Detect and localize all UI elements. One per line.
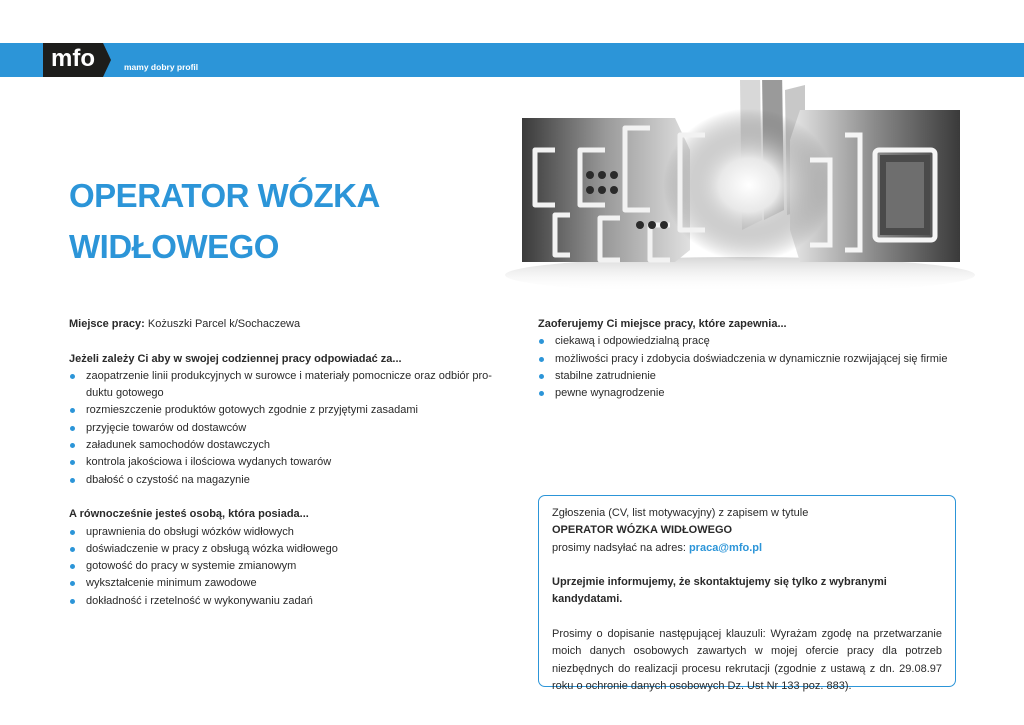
bullet-icon: [70, 530, 75, 535]
list-item: rozmieszczenie produktów gotowych zgodnie z przyjętymi zasadami: [69, 402, 499, 419]
position-title: OPERATOR WÓZKA WIDŁOWEGO: [552, 524, 733, 537]
bullet-icon: [70, 443, 75, 448]
list-item: zaopatrzenie linii produkcyjnych w surowce i materiały pomocnicze oraz odbiór pro-duktu gotowego: [69, 368, 499, 403]
page-title: [69, 170, 509, 272]
bullet-icon: [539, 374, 544, 379]
bullet-icon: [70, 374, 75, 379]
bullet-icon: [70, 581, 75, 586]
list-item: załadunek samochodów dostawczych: [69, 437, 499, 454]
list-item: doświadczenie w pracy z obsługą wózka widłowego: [69, 541, 499, 558]
requirements-list: [69, 524, 499, 610]
left-column: [69, 316, 499, 610]
bullet-icon: [539, 391, 544, 396]
logo-text: mfo: [51, 45, 95, 72]
list-item: uprawnienia do obsługi wózków widłowych: [69, 524, 499, 541]
aluminium-profiles-image: [500, 80, 990, 305]
email-line: prosimy nadsyłać na adres: praca@mfo.pl: [552, 541, 763, 554]
bullet-icon: [70, 564, 75, 569]
requirements-heading: A równocześnie jesteś osobą, która posiada...: [69, 508, 309, 521]
list-item: kontrola jakościowa i ilościowa wydanych towarów: [69, 454, 499, 471]
application-line: Zgłoszenia (CV, list motywacyjny) z zapisem w tytule: [552, 507, 809, 519]
bullet-icon: [539, 339, 544, 344]
tagline: mamy dobry profil: [124, 62, 199, 72]
bullet-icon: [70, 547, 75, 552]
list-item: ciekawą i odpowiedzialną pracę: [538, 333, 958, 350]
bullet-icon: [70, 478, 75, 483]
right-column: [538, 316, 958, 402]
offer-heading: Zaoferujemy Ci miejsce pracy, które zapewnia...: [538, 318, 787, 330]
list-item: wykształcenie minimum zawodowe: [69, 575, 499, 592]
workplace-label: Miejsce pracy:: [69, 318, 145, 330]
duties-heading: Jeżeli zależy Ci aby w swojej codziennej pracy odpowiadać za...: [69, 352, 402, 365]
list-item: stabilne zatrudnienie: [538, 368, 958, 385]
bullet-icon: [70, 426, 75, 431]
bullet-icon: [539, 357, 544, 362]
application-info-box: [538, 495, 956, 692]
list-item: przyjęcie towarów od dostawców: [69, 420, 499, 437]
workplace-line: [69, 316, 499, 333]
list-item: możliwości pracy i zdobycia doświadczenia w dynamicznie rozwijającej się firmie: [538, 351, 958, 368]
duties-list: [69, 368, 499, 489]
list-item: dokładność i rzetelność w wykonywaniu zadań: [69, 593, 499, 610]
title-line-2: WIDŁOWEGO: [69, 228, 279, 265]
mfo-logo: [43, 43, 111, 77]
bullet-icon: [70, 599, 75, 604]
list-item: dbałość o czystość na magazynie: [69, 472, 499, 489]
title-line-1: OPERATOR WÓZKA: [69, 177, 380, 214]
offer-list: [538, 333, 958, 402]
candidates-notice: Uprzejmie informujemy, że skontaktujemy się tylko z wybranymi kandydatami.: [552, 576, 887, 606]
bullet-icon: [70, 460, 75, 465]
list-item: gotowość do pracy w systemie zmianowym: [69, 558, 499, 575]
list-item: pewne wynagrodzenie: [538, 385, 958, 402]
profiles-illustration-icon: [500, 80, 990, 305]
bullet-icon: [70, 408, 75, 413]
gdpr-clause: Prosimy o dopisanie następującej klauzuli: Wyrażam zgodę na przetwarzanie moich danych osobowych zawartych w mojej ofercie pracy dla potrzeb niezbędnych do realizacji procesu rekrutacji (zgodnie z ustawą z dn. 29.08.97 roku o ochronie danych osobowych Dz. Ust Nr 133 poz. 883).: [552, 628, 942, 692]
email-link[interactable]: praca@mfo.pl: [688, 541, 763, 554]
workplace-value: Kożuszki Parcel k/Sochaczewa: [144, 318, 301, 330]
